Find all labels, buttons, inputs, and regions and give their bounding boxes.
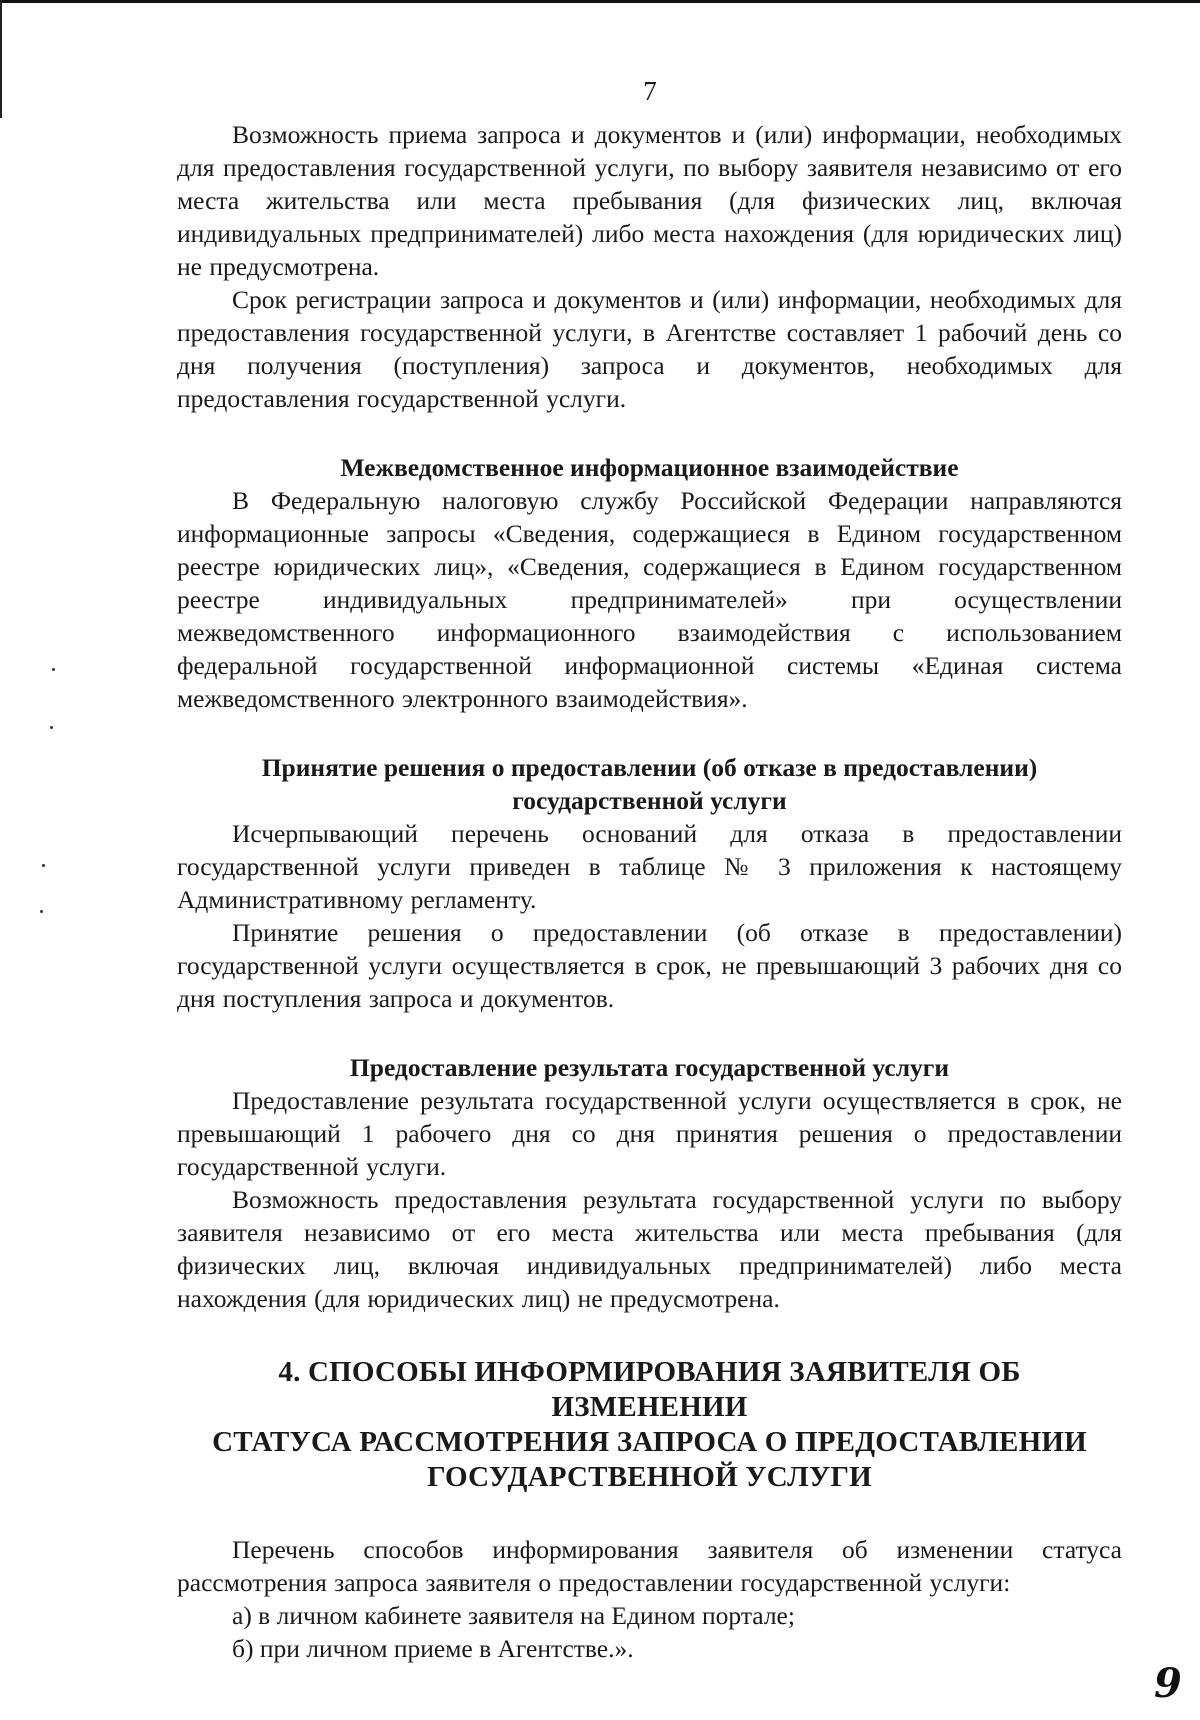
list-item: а) в личном кабинете заявителя на Едином портале;: [232, 1601, 795, 1630]
list-item: б) при личном приеме в Агентстве.».: [232, 1634, 634, 1663]
chapter-heading-line: 4. СПОСОБЫ ИНФОРМИРОВАНИЯ ЗАЯВИТЕЛЯ ОБ ИЗМЕНЕНИИ: [278, 1356, 1021, 1423]
paragraph: Срок регистрации запроса и документов и (или) информации, необходимых для предоставления государственной услуги, в Агентстве составляет 1 рабочий день со дня получения (поступления) запроса и документов, необходимых для предоставления государственной услуги.: [177, 285, 1122, 413]
paragraph: В Федеральную налоговую службу Российской Федерации направляются информационные запросы «Сведения, содержащиеся в Едином государственном реестре юридических лиц», «Сведения, содержащиеся в Едином государственном реестре индивидуальных предпринимателей» при осуществлении межведомственного информационного взаимодействия с использованием федеральной государственной информационной системы «Единая система межведомственного электронного взаимодействия».: [177, 486, 1122, 713]
scan-speck: [50, 726, 53, 729]
document-body: [177, 118, 1122, 1665]
paragraph: Исчерпывающий перечень оснований для отказа в предоставлении государственной услуги приведен в таблице № 3 приложения к настоящему Административному регламенту.: [177, 819, 1122, 914]
chapter-heading-line: ГОСУДАРСТВЕННОЙ УСЛУГИ: [427, 1461, 872, 1493]
scan-speck: [52, 668, 55, 671]
section-heading-decision-line2: государственной услуги: [512, 786, 787, 815]
top-border-line: [0, 0, 1200, 3]
chapter-heading: [177, 1355, 1122, 1495]
paragraph: Возможность предоставления результата государственной услуги по выбору заявителя независимо от его места жительства или места пребывания (для физических лиц, включая индивидуальных предпринимателей) либо места нахождения (для юридических лиц) не предусмотрена.: [177, 1185, 1122, 1313]
section-heading-result: Предоставление результата государственной услуги: [349, 1053, 950, 1082]
paragraph: Принятие решения о предоставлении (об отказе в предоставлении) государственной услуги осуществляется в срок, не превышающий 3 рабочих дня со дня поступления запроса и документов.: [177, 918, 1122, 1013]
section-heading-decision: Принятие решения о предоставлении (об отказе в предоставлении): [261, 753, 1038, 782]
paragraph: Перечень способов информирования заявителя об изменении статуса рассмотрения запроса заявителя о предоставлении государственной услуги:: [177, 1535, 1122, 1597]
paragraph: Предоставление результата государственной услуги осуществляется в срок, не превышающий 1 рабочего дня со дня принятия решения о предоставлении государственной услуги.: [177, 1086, 1122, 1181]
page-number: 7: [643, 76, 657, 106]
paragraph: Возможность приема запроса и документов и (или) информации, необходимых для предоставления государственной услуги, по выбору заявителя независимо от его места жительства или места пребывания (для физических лиц, включая индивидуальных предпринимателей) либо места нахождения (для юридических лиц) не предусмотрена.: [177, 120, 1122, 281]
left-border-line: [0, 0, 2, 118]
scan-speck: [40, 910, 43, 913]
handwritten-page-mark: 9: [1154, 1660, 1182, 1707]
chapter-heading-line: СТАТУСА РАССМОТРЕНИЯ ЗАПРОСА О ПРЕДОСТАВЛЕНИИ: [212, 1426, 1087, 1458]
scan-speck: [42, 864, 45, 867]
section-heading-interagency: Межведомственное информационное взаимодействие: [340, 453, 959, 482]
